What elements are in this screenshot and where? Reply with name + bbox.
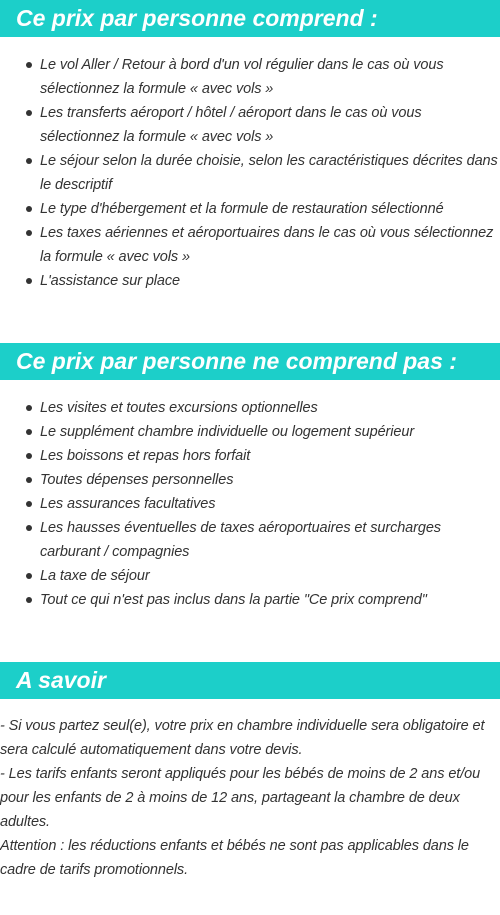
list-item: Les visites et toutes excursions optionnelles [0,396,500,420]
list-item: Les boissons et repas hors forfait [0,444,500,468]
list-item: Le type d'hébergement et la formule de restauration sélectionné [0,197,500,221]
list-item: Les taxes aériennes et aéroportuaires dans le cas où vous sélectionnez la formule « avec vols » [0,221,500,269]
list-item: Le supplément chambre individuelle ou logement supérieur [0,420,500,444]
not-included-list [0,396,500,612]
note-paragraph: - Les tarifs enfants seront appliqués pour les bébés de moins de 2 ans et/ou pour les enfants de 2 à moins de 12 ans, partageant la chambre de deux adultes. [0,766,481,830]
note-paragraph: Attention : les réductions enfants et bébés ne sont pas applicables dans le cadre de tarifs promotionnels. [0,838,469,878]
list-item: L'assistance sur place [0,269,500,293]
good-to-know-notes [0,714,500,882]
list-item: Les hausses éventuelles de taxes aéroportuaires et surcharges carburant / compagnies [0,516,500,564]
list-item: Le séjour selon la durée choisie, selon les caractéristiques décrites dans le descriptif [0,149,500,197]
list-item: Le vol Aller / Retour à bord d'un vol régulier dans le cas où vous sélectionnez la formule « avec vols » [0,53,500,101]
included-list [0,53,500,293]
list-item: Les assurances facultatives [0,492,500,516]
list-item: Tout ce qui n'est pas inclus dans la partie "Ce prix comprend" [0,588,500,612]
list-item: La taxe de séjour [0,564,500,588]
list-item: Les transferts aéroport / hôtel / aéroport dans le cas où vous sélectionnez la formule « avec vols » [0,101,500,149]
section-title-included: Ce prix par personne comprend : [0,0,500,37]
note-paragraph: - Si vous partez seul(e), votre prix en chambre individuelle sera obligatoire et sera calculé automatiquement dans votre devis. [0,718,485,758]
section-title-good-to-know: A savoir [0,662,500,699]
list-item: Toutes dépenses personnelles [0,468,500,492]
section-title-not-included: Ce prix par personne ne comprend pas : [0,343,500,380]
